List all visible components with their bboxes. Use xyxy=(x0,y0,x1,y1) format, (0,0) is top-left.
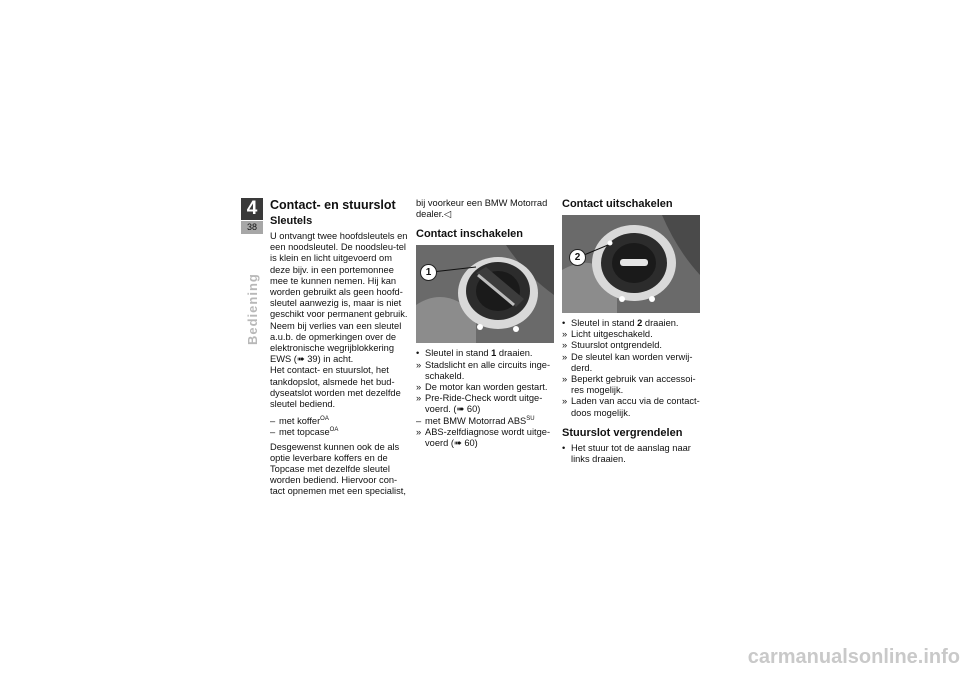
position-number: 1 xyxy=(491,348,497,359)
list-item xyxy=(416,427,554,449)
chapter-number-tab: 4 xyxy=(241,198,263,220)
item-text: Stuurslot ontgrendeld. xyxy=(571,340,662,351)
result-marker: » xyxy=(562,329,568,340)
heading-steering-lock: Stuurslot vergrendelen xyxy=(562,426,683,439)
arrow-ref-icon: ➠ xyxy=(456,404,467,415)
list-item xyxy=(562,374,702,396)
cases-paragraph: Desgewenst kunnen ook de als optie leverbare koffers en de Topcase met dezelfde sleutel worden bediend. Hiervoor con-tact opnemen met een specialist, xyxy=(270,441,406,497)
watermark-text: carmanualsonline.info xyxy=(747,646,960,668)
list-item xyxy=(416,416,554,427)
ignition-lock-photo-2 xyxy=(562,215,700,313)
list-item xyxy=(416,393,554,415)
item-text: Het stuur tot de aanslag naar links draaien. xyxy=(571,442,691,465)
item-text: Licht uitgeschakeld. xyxy=(571,329,653,340)
continuation-paragraph xyxy=(416,198,554,220)
heading-ignition-off: Contact uitschakelen xyxy=(562,198,673,210)
bullet-marker: • xyxy=(562,318,566,328)
ignition-off-list xyxy=(562,318,702,419)
item-text: De sleutel kan worden verwij-derd. xyxy=(571,351,693,373)
dash-marker: – xyxy=(270,416,276,427)
item-text-after: draaien. xyxy=(496,348,533,359)
list-item xyxy=(562,318,702,329)
page-ref[interactable]: 60 xyxy=(464,438,475,449)
end-mark-icon: ◁ xyxy=(443,209,452,220)
item-sup: SU xyxy=(526,415,535,422)
ignition-lock-illustration xyxy=(416,245,554,343)
keys-text: U ontvangt twee hoofdsleutels en een noodsleutel. De noodsleu-tel is klein en licht uitgevoerd om deze bijv. in een portemonnee mee te kunnen nemen. Hij kan worden gebruikt als geen hoofd-sleutel aanwezig is, maar is niet geschikt voor permanent gebruik. Neem bij verlies van een sleutel a.u.b. de opmerkingen over de elektronische wegrijblokkering EWS xyxy=(270,231,408,365)
item-text: Pre-Ride-Check wordt uitge-voerd. ( xyxy=(425,393,543,415)
list-item xyxy=(562,352,702,374)
result-marker: » xyxy=(416,359,422,370)
page-number: 38 xyxy=(241,221,263,234)
callout-2: 2 xyxy=(569,249,586,266)
ignition-lock-photo-1 xyxy=(416,245,554,343)
continuation-text: bij voorkeur een BMW Motorrad dealer. xyxy=(416,198,548,220)
lock-paragraph: Het contact- en stuurslot, het tankdopslot, alsmede het bud-dyseatslot worden met dezelfde sleutel bediend. xyxy=(270,365,401,410)
item-text: met BMW Motorrad ABS xyxy=(425,415,527,426)
position-number: 2 xyxy=(637,318,643,328)
option-text: met topcase xyxy=(279,427,330,438)
option-item xyxy=(270,427,410,438)
item-text: Sleutel in stand xyxy=(425,348,492,359)
result-marker: » xyxy=(562,340,568,351)
list-item xyxy=(416,348,554,359)
result-marker: » xyxy=(562,396,568,407)
keys-text-end: ) in acht. xyxy=(317,354,354,365)
option-sup: OA xyxy=(320,416,329,423)
bullet-marker: • xyxy=(562,442,566,453)
subheading-keys: Sleutels xyxy=(270,215,313,227)
page-ref[interactable]: 60 xyxy=(466,404,478,415)
list-item xyxy=(562,443,702,465)
section-heading: Contact- en stuurslot xyxy=(270,198,396,212)
steering-lock-list xyxy=(562,443,702,465)
item-text: Stadslicht en alle circuits inge-schakeld. xyxy=(425,359,551,381)
option-text: met koffer xyxy=(279,416,321,427)
result-marker: » xyxy=(416,382,422,393)
list-item xyxy=(416,382,554,393)
list-item xyxy=(562,396,702,418)
callout-1: 1 xyxy=(420,264,437,281)
item-text: Sleutel in stand xyxy=(571,318,638,328)
chapter-title: Bediening xyxy=(245,273,260,345)
item-text: De motor kan worden gestart. xyxy=(425,382,548,393)
bullet-marker: • xyxy=(416,348,420,359)
item-text-after: ) xyxy=(474,438,478,449)
ignition-on-list xyxy=(416,348,554,449)
option-item xyxy=(270,416,410,427)
result-marker: » xyxy=(416,393,422,404)
column-3 xyxy=(562,198,702,465)
keys-paragraph: U ontvangt twee hoofdsleutels en een noodsleutel. De noodsleu-tel is klein en licht uitgevoerd om deze bijv. in een portemonnee mee te kunnen nemen. Hij kan worden gebruikt als geen hoofd-sleutel aanwezig is, maar is niet geschikt voor permanent gebruik. Neem bij verlies van een sleutel a.u.b. de opmerkingen over de elektronische wegrijblokkering EWS (➠ 39) in acht. Het contact- en stuurslot, het tankdopslot, alsmede het bud-dyseatslot worden met dezelfde sleutel bediend. xyxy=(270,231,408,410)
option-sup: OA xyxy=(329,427,339,434)
dash-marker: – xyxy=(416,415,422,426)
item-text: Beperkt gebruik van accessoi-res mogelijk. xyxy=(571,374,696,396)
page-ref[interactable]: 39 xyxy=(307,354,318,365)
arrow-ref-icon: ➠ xyxy=(296,354,305,365)
options-list xyxy=(270,416,410,438)
list-item xyxy=(416,360,554,382)
heading-ignition-on: Contact inschakelen xyxy=(416,228,523,241)
column-2 xyxy=(416,198,554,449)
item-text: ABS-zelfdiagnose wordt uitge-voerd ( xyxy=(425,426,551,449)
list-item xyxy=(562,340,702,351)
item-text: Laden van accu via de contact-doos mogelijk. xyxy=(571,396,700,418)
column-1 xyxy=(270,198,410,504)
item-text-after: draaien. xyxy=(642,318,679,328)
result-marker: » xyxy=(416,426,422,437)
arrow-ref-icon: ➠ xyxy=(453,438,465,449)
result-marker: » xyxy=(562,374,568,385)
item-text-after: ) xyxy=(477,404,481,415)
dash-marker: – xyxy=(270,427,276,438)
result-marker: » xyxy=(562,351,568,362)
list-item xyxy=(562,329,702,340)
